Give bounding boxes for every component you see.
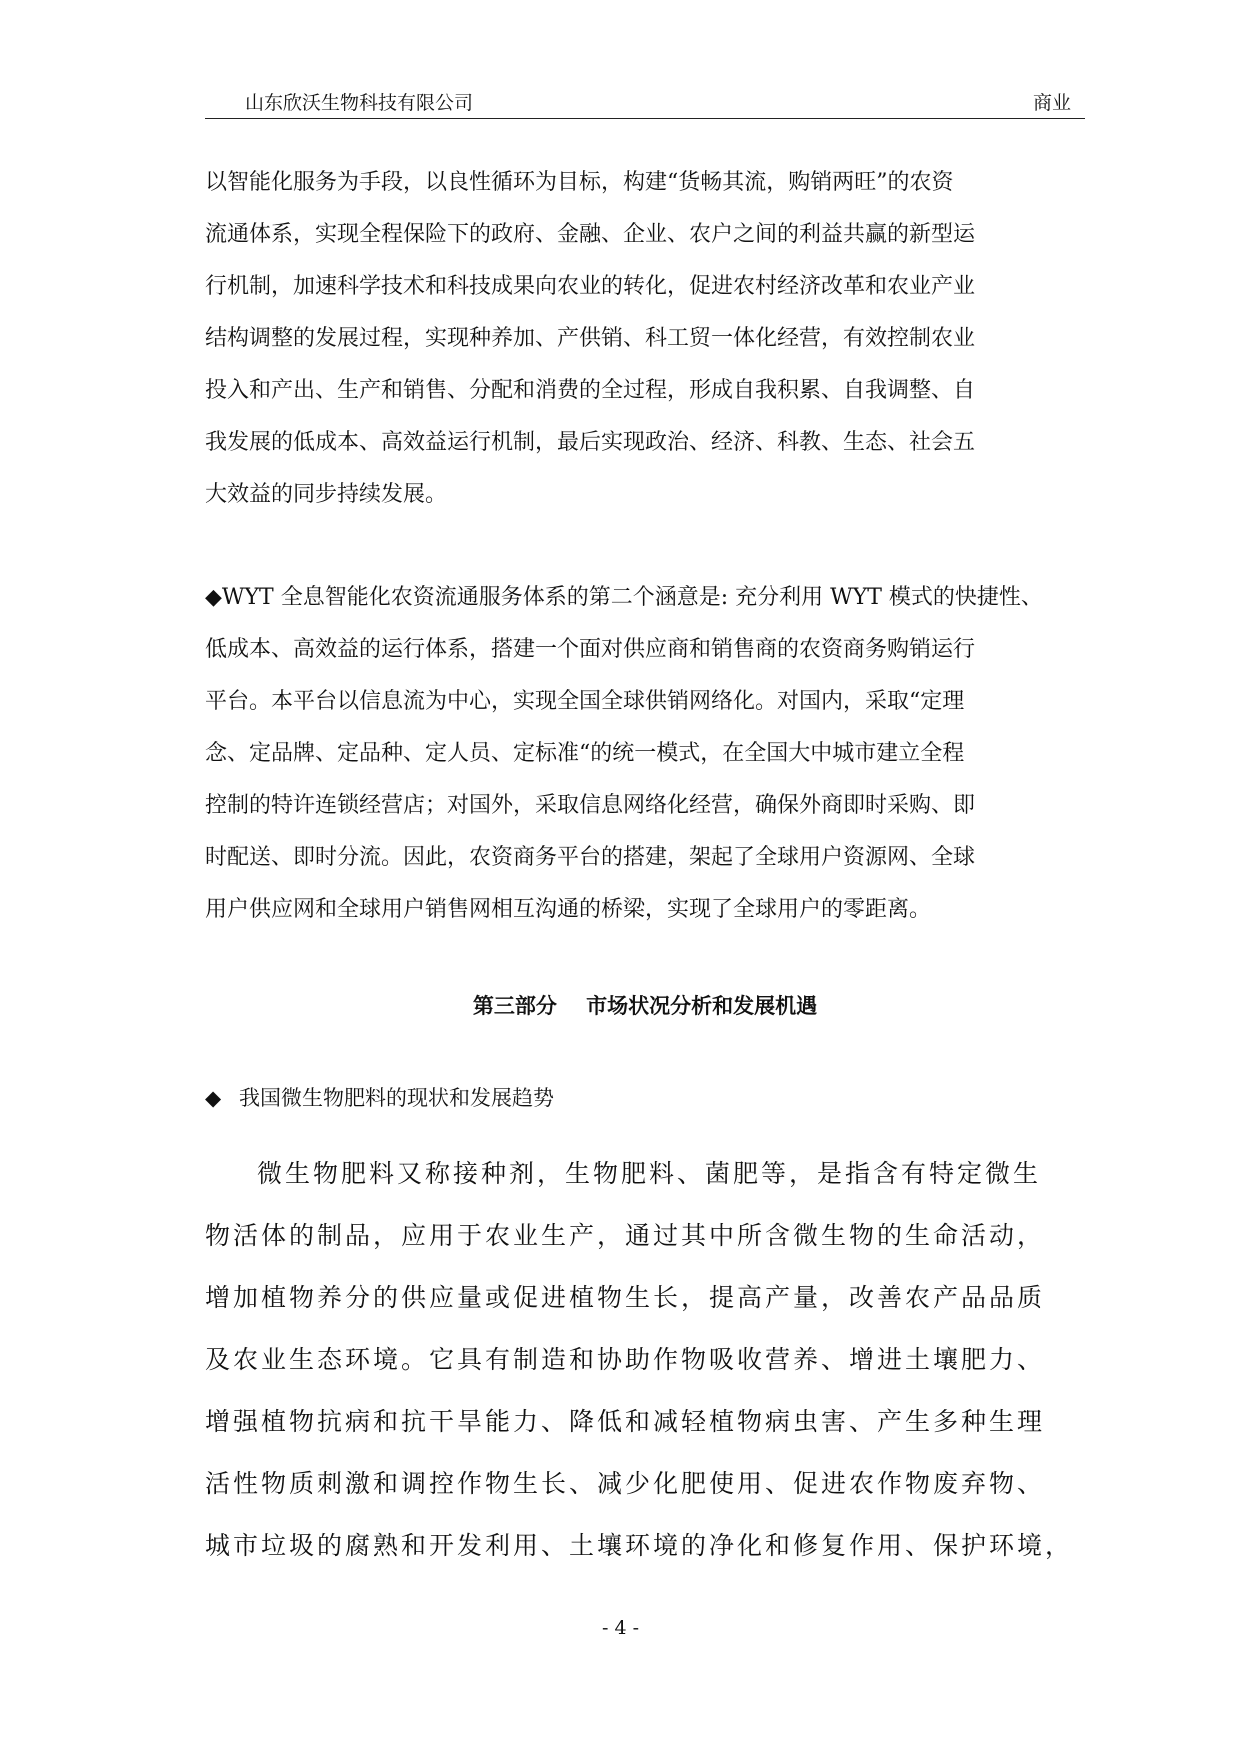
subheading-text: 我国微生物肥料的现状和发展趋势 — [239, 1086, 554, 1110]
text-line: 大效益的同步持续发展。 — [205, 482, 448, 507]
paragraph-2 — [205, 572, 1085, 936]
text-line: 低成本、高效益的运行体系，搭建一个面对供应商和销售商的农资商务购销运行 — [205, 637, 976, 662]
paragraph-1 — [205, 157, 1085, 521]
text-line: ◆WYT 全息智能化农资流通服务体系的第二个涵意是: 充分利用 WYT 模式的快捷性、 — [205, 585, 1043, 610]
subheading — [205, 1082, 554, 1112]
text-line: 增强植物抗病和抗干旱能力、降低和减轻植物病虫害、产生多种生理 — [205, 1407, 1046, 1436]
section-title: 第三部分 市场状况分析和发展机遇 — [472, 994, 818, 1018]
text-line: 城市垃圾的腐熟和开发利用、土壤环境的净化和修复作用、保护环境， — [205, 1531, 1074, 1560]
text-line: 流通体系，实现全程保险下的政府、金融、企业、农户之间的利益共赢的新型运 — [205, 222, 976, 247]
text-line: 以智能化服务为手段，以良性循环为目标，构建“货畅其流，购销两旺”的农资 — [205, 170, 954, 195]
text-line: 行机制，加速科学技术和科技成果向农业的转化，促进农村经济改革和农业产业 — [205, 274, 976, 299]
text-line: 微生物肥料又称接种剂，生物肥料、菌肥等，是指含有特定微生 — [257, 1159, 1042, 1188]
text-line: 活性物质刺激和调控作物生长、减少化肥使用、促进农作物废弃物、 — [205, 1469, 1046, 1498]
text-line: 我发展的低成本、高效益运行机制，最后实现政治、经济、科教、生态、社会五 — [205, 430, 976, 455]
diamond-bullet-icon: ◆ — [205, 1086, 222, 1110]
text-line: 控制的特许连锁经营店；对国外，采取信息网络化经营，确保外商即时采购、即 — [205, 793, 976, 818]
text-line: 用户供应网和全球用户销售网相互沟通的桥梁，实现了全球用户的零距离。 — [205, 897, 932, 922]
text-line: 时配送、即时分流。因此，农资商务平台的搭建，架起了全球用户资源网、全球 — [205, 845, 976, 870]
text-line: 及农业生态环境。它具有制造和协助作物吸收营养、增进土壤肥力、 — [205, 1345, 1046, 1374]
page-number: - 4 - — [601, 1617, 639, 1639]
text-line: 结构调整的发展过程，实现种养加、产供销、科工贸一体化经营，有效控制农业 — [205, 326, 976, 351]
text-line: 物活体的制品，应用于农业生产，通过其中所含微生物的生命活动， — [205, 1221, 1046, 1250]
text-line: 念、定品牌、定品种、定人员、定标准“的统一模式，在全国大中城市建立全程 — [205, 741, 965, 766]
header-company-name: 山东欣沃生物科技有限公司 — [245, 92, 474, 114]
text-line: 平台。本平台以信息流为中心，实现全国全球供销网络化。对国内，采取“定理 — [205, 689, 965, 714]
header-category: 商业 — [1032, 92, 1071, 114]
text-line: 增加植物养分的供应量或促进植物生长，提高产量，改善农产品品质 — [205, 1283, 1046, 1312]
paragraph-3 — [205, 1143, 1085, 1577]
text-line: 投入和产出、生产和销售、分配和消费的全过程，形成自我积累、自我调整、自 — [205, 378, 976, 403]
page-header — [205, 84, 1085, 119]
